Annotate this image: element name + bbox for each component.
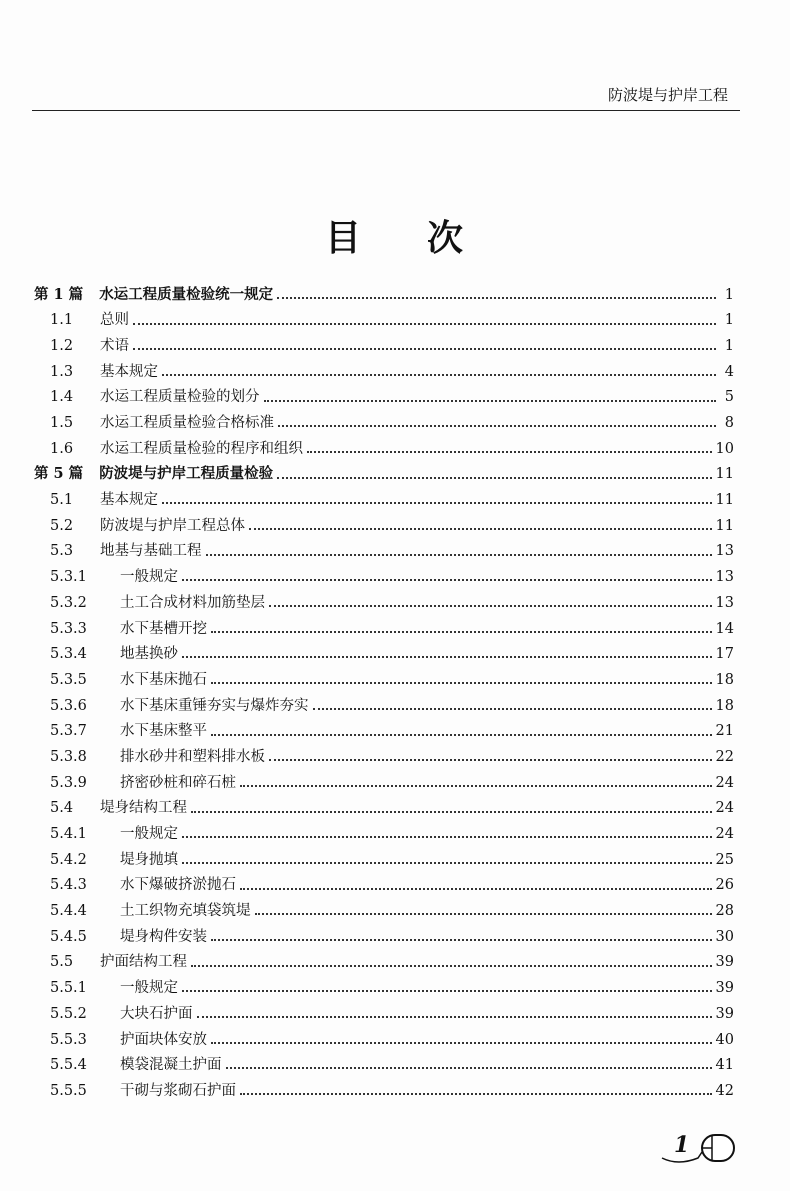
- toc-subsection-entry[interactable]: [34, 821, 734, 847]
- toc-entry-title: 水下基槽开挖: [120, 620, 207, 637]
- toc-entry-page: 11: [715, 517, 734, 534]
- toc-part-entry[interactable]: [34, 282, 734, 308]
- toc-entry-page: 24: [715, 774, 734, 791]
- toc-leader-dots: [226, 1067, 712, 1069]
- toc-entry-title: 水运工程质量检验的程序和组织: [100, 440, 303, 457]
- page-title-char-2: 次: [427, 217, 466, 259]
- toc-section-entry[interactable]: [34, 796, 734, 822]
- toc-leader-dots: [211, 939, 712, 941]
- toc-subsection-entry[interactable]: [34, 847, 734, 873]
- toc-entry-number: 5.5.1: [50, 980, 87, 997]
- toc-entry-number: 5.3.8: [50, 748, 87, 765]
- toc-subsection-entry[interactable]: [34, 744, 734, 770]
- toc-entry-page: 39: [715, 1005, 734, 1022]
- toc-subsection-entry[interactable]: [34, 565, 734, 591]
- toc-entry-title: 地基换砂: [120, 646, 178, 663]
- toc-entry-page: 14: [715, 620, 734, 637]
- toc-entry-title: 排水砂井和塑料排水板: [120, 748, 265, 765]
- toc-leader-dots: [249, 528, 712, 530]
- toc-entry-title: 挤密砂桩和碎石桩: [120, 774, 236, 791]
- toc-entry-title: 护面块体安放: [120, 1031, 207, 1048]
- toc-entry-number: 第 1 篇: [34, 285, 84, 303]
- toc-part-entry[interactable]: [34, 462, 734, 488]
- toc-leader-dots: [269, 759, 712, 761]
- toc-entry-title: 护面结构工程: [100, 954, 187, 971]
- toc-leader-dots: [133, 348, 716, 350]
- toc-leader-dots: [240, 1093, 712, 1095]
- toc-entry-number: 5.5.5: [50, 1082, 87, 1099]
- toc-entry-page: 21: [715, 723, 734, 740]
- toc-entry-number: 1.3: [50, 363, 74, 380]
- toc-entry-title: 基本规定: [100, 492, 158, 509]
- toc-entry-title: 水下基床重锤夯实与爆炸夯实: [120, 697, 309, 714]
- page-title-char-1: 目: [324, 217, 363, 259]
- toc-leader-dots: [206, 554, 712, 556]
- toc-entry-title: 水下基床整平: [120, 723, 207, 740]
- toc-entry-page: 17: [715, 646, 734, 663]
- page-number-badge: [658, 1128, 738, 1168]
- toc-entry-title: 水下基床抛石: [120, 671, 207, 688]
- toc-entry-number: 5.2: [50, 517, 74, 534]
- toc-leader-dots: [313, 708, 712, 710]
- toc-entry-title: 一般规定: [120, 980, 178, 997]
- toc-entry-title: 地基与基础工程: [100, 543, 202, 560]
- toc-subsection-entry[interactable]: [34, 1001, 734, 1027]
- toc-entry-page: 22: [715, 748, 734, 765]
- toc-entry-title: 堤身构件安装: [120, 928, 207, 945]
- toc-subsection-entry[interactable]: [34, 693, 734, 719]
- toc-entry-page: 1: [724, 337, 734, 354]
- toc-entry-number: 5.5.2: [50, 1005, 87, 1022]
- toc-entry-page: 1: [724, 312, 734, 329]
- toc-leader-dots: [264, 400, 717, 402]
- toc-leader-dots: [269, 605, 712, 607]
- toc-entry-title: 堤身抛填: [120, 851, 178, 868]
- toc-entry-number: 5.3.5: [50, 671, 87, 688]
- toc-entry-number: 5.4: [50, 800, 74, 817]
- toc-leader-dots: [133, 323, 716, 325]
- toc-entry-title: 水下爆破挤淤抛石: [120, 877, 236, 894]
- running-header: 防波堤与护岸工程: [607, 86, 728, 104]
- toc-entry-number: 5.4.5: [50, 928, 87, 945]
- toc-leader-dots: [182, 862, 712, 864]
- toc-subsection-entry[interactable]: [34, 873, 734, 899]
- toc-section-entry[interactable]: [34, 950, 734, 976]
- toc-entry-title: 防波堤与护岸工程质量检验: [99, 465, 274, 483]
- toc-entry-number: 5.3.2: [50, 594, 87, 611]
- toc-leader-dots: [277, 477, 711, 479]
- toc-entry-page: 40: [715, 1031, 734, 1048]
- toc-leader-dots: [211, 1042, 712, 1044]
- toc-entry-title: 一般规定: [120, 569, 178, 586]
- toc-entry-title: 总则: [100, 312, 129, 329]
- toc-entry-page: 13: [715, 594, 734, 611]
- toc-entry-number: 1.2: [50, 337, 74, 354]
- toc-entry-number: 1.4: [50, 389, 74, 406]
- toc-subsection-entry[interactable]: [34, 1027, 734, 1053]
- toc-section-entry[interactable]: [34, 410, 734, 436]
- header-rule: [32, 110, 740, 111]
- toc-entry-number: 5.3.9: [50, 774, 87, 791]
- toc-entry-page: 18: [715, 671, 734, 688]
- page-title: [0, 210, 790, 261]
- toc-entry-page: 26: [715, 877, 734, 894]
- toc-leader-dots: [197, 1016, 712, 1018]
- toc-leader-dots: [211, 682, 712, 684]
- toc-subsection-entry[interactable]: [34, 616, 734, 642]
- toc-entry-number: 5.3.1: [50, 569, 87, 586]
- toc-section-entry[interactable]: [34, 333, 734, 359]
- toc-leader-dots: [182, 579, 712, 581]
- toc-section-entry[interactable]: [34, 436, 734, 462]
- toc-section-entry[interactable]: [34, 308, 734, 334]
- toc-entry-title: 水运工程质量检验的划分: [100, 389, 260, 406]
- page-number: 1: [674, 1132, 690, 1158]
- toc-leader-dots: [277, 297, 716, 299]
- toc-entry-title: 大块石护面: [120, 1005, 193, 1022]
- toc-entry-number: 5.4.1: [50, 826, 87, 843]
- toc-subsection-entry[interactable]: [34, 924, 734, 950]
- toc-entry-number: 第 5 篇: [34, 465, 84, 483]
- toc-entry-number: 1.5: [50, 415, 74, 432]
- toc-leader-dots: [211, 631, 712, 633]
- toc-entry-page: 8: [724, 415, 734, 432]
- toc-leader-dots: [182, 656, 712, 658]
- toc-entry-number: 5.1: [50, 492, 74, 509]
- toc-leader-dots: [182, 990, 712, 992]
- toc-subsection-entry[interactable]: [34, 899, 734, 925]
- toc-section-entry[interactable]: [34, 359, 734, 385]
- toc-entry-page: 39: [715, 980, 734, 997]
- toc-leader-dots: [211, 734, 712, 736]
- toc-entry-page: 13: [715, 543, 734, 560]
- table-of-contents: [34, 282, 734, 1104]
- toc-entry-number: 5.4.3: [50, 877, 87, 894]
- toc-entry-page: 25: [715, 851, 734, 868]
- toc-entry-title: 一般规定: [120, 826, 178, 843]
- toc-leader-dots: [255, 913, 712, 915]
- toc-entry-title: 防波堤与护岸工程总体: [100, 517, 245, 534]
- toc-entry-title: 基本规定: [100, 363, 158, 380]
- toc-entry-number: 5.5: [50, 954, 74, 971]
- toc-entry-page: 42: [715, 1082, 734, 1099]
- toc-entry-page: 30: [715, 928, 734, 945]
- toc-subsection-entry[interactable]: [34, 642, 734, 668]
- toc-entry-number: 1.6: [50, 440, 74, 457]
- toc-subsection-entry[interactable]: [34, 1078, 734, 1104]
- toc-subsection-entry[interactable]: [34, 770, 734, 796]
- toc-leader-dots: [240, 785, 712, 787]
- toc-entry-page: 28: [715, 903, 734, 920]
- toc-section-entry[interactable]: [34, 513, 734, 539]
- toc-entry-number: 5.3.4: [50, 646, 87, 663]
- toc-entry-title: 土工织物充填袋筑堤: [120, 903, 251, 920]
- toc-entry-page: 5: [724, 389, 734, 406]
- toc-leader-dots: [162, 502, 712, 504]
- toc-leader-dots: [162, 374, 716, 376]
- toc-leader-dots: [191, 965, 712, 967]
- toc-entry-number: 1.1: [50, 312, 74, 329]
- toc-entry-page: 41: [715, 1057, 734, 1074]
- toc-entry-number: 5.4.4: [50, 903, 87, 920]
- toc-entry-page: 1: [724, 286, 734, 303]
- toc-subsection-entry[interactable]: [34, 667, 734, 693]
- toc-leader-dots: [240, 888, 712, 890]
- toc-entry-page: 11: [715, 466, 734, 483]
- toc-entry-title: 水运工程质量检验合格标准: [100, 415, 274, 432]
- toc-entry-page: 24: [715, 826, 734, 843]
- toc-leader-dots: [182, 836, 712, 838]
- toc-subsection-entry[interactable]: [34, 719, 734, 745]
- toc-leader-dots: [278, 425, 716, 427]
- toc-entry-title: 堤身结构工程: [100, 800, 187, 817]
- toc-entry-title: 术语: [100, 337, 129, 354]
- toc-subsection-entry[interactable]: [34, 976, 734, 1002]
- toc-entry-number: 5.5.4: [50, 1057, 87, 1074]
- toc-entry-number: 5.4.2: [50, 851, 87, 868]
- toc-entry-title: 土工合成材料加筋垫层: [120, 594, 265, 611]
- toc-entry-page: 24: [715, 800, 734, 817]
- toc-section-entry[interactable]: [34, 539, 734, 565]
- toc-entry-page: 4: [724, 363, 734, 380]
- mouse-icon: [658, 1128, 738, 1168]
- toc-entry-page: 18: [715, 697, 734, 714]
- toc-subsection-entry[interactable]: [34, 1053, 734, 1079]
- toc-section-entry[interactable]: [34, 385, 734, 411]
- toc-entry-number: 5.3: [50, 543, 74, 560]
- toc-entry-number: 5.3.6: [50, 697, 87, 714]
- toc-leader-dots: [191, 811, 712, 813]
- toc-entry-number: 5.5.3: [50, 1031, 87, 1048]
- toc-entry-number: 5.3.7: [50, 723, 87, 740]
- toc-entry-page: 11: [715, 492, 734, 509]
- toc-entry-page: 10: [715, 440, 734, 457]
- toc-entry-page: 39: [715, 954, 734, 971]
- toc-entry-title: 模袋混凝土护面: [120, 1057, 222, 1074]
- toc-entry-title: 水运工程质量检验统一规定: [99, 285, 274, 303]
- toc-subsection-entry[interactable]: [34, 590, 734, 616]
- toc-entry-page: 13: [715, 569, 734, 586]
- toc-entry-title: 干砌与浆砌石护面: [120, 1082, 236, 1099]
- toc-leader-dots: [307, 451, 712, 453]
- toc-entry-number: 5.3.3: [50, 620, 87, 637]
- toc-section-entry[interactable]: [34, 488, 734, 514]
